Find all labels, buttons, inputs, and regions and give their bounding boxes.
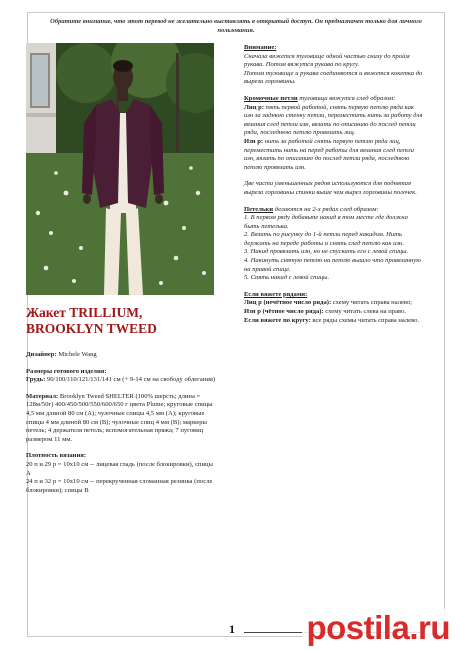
gauge-heading: Плотность вязания: <box>26 452 87 460</box>
page-number: 1 <box>229 622 235 636</box>
designer-value: Michele Wang <box>58 351 97 358</box>
rows-heading: Если вяжете рядами: <box>244 290 308 298</box>
gauge-line-1: 20 п и 29 р = 10х10 см -- лицевая гладь (после блокировки), спицы А <box>26 460 213 477</box>
model-photo <box>26 43 214 295</box>
rows-rs-text: схему читать справа налево; <box>331 299 413 307</box>
attention-p1: Сначала вяжется туловище одной частью снизу до пройм рукава. Потом вяжутся рукава по кругу. <box>244 52 410 69</box>
materials-block <box>26 393 216 445</box>
designer-label: Дизайнер: <box>26 351 57 358</box>
rows-ws-label: Изн р (чётное число ряда): <box>244 308 324 316</box>
buttonholes-heading-rest: делаются на 2-х рядах след образом: <box>273 205 379 213</box>
designer-line <box>26 351 216 360</box>
round-label: Если вяжете по кругу: <box>244 316 311 324</box>
attention-heading: Внимание: <box>244 44 277 51</box>
sizes-heading: Размеры готового изделия: <box>26 367 107 375</box>
buttonhole-step-2: 2. Вязать по рисунку до 1-й петли перед накидом. Нить держать на переде работы и снять след петлю как изн. <box>244 231 404 247</box>
right-column <box>244 44 424 333</box>
edge-rs-text: пять первой работой, снять первую петлю ряда как изн за заднюю стенку петли, переместить нить за работу для вязания след петли изн, вязать по описанию до послед петли ряда, последнюю петлю провязать лиц. <box>244 103 423 137</box>
rows-rs-label: Лиц р (нечётное число ряда): <box>244 299 332 307</box>
chart-reading-block <box>244 291 424 325</box>
buttonhole-step-4: 4. Накинуть снятую петлю на петлю вышло что провязанную на правой спице. <box>244 257 421 273</box>
left-column <box>26 351 216 503</box>
edge-block <box>244 95 424 172</box>
copyright-notice: Обратите внимание, что этот перевод не желательно выставлять в открытый доступ. Он предназначен только для личного пользования. <box>50 18 422 34</box>
gauge-block <box>26 452 216 495</box>
site-watermark: postila.ru <box>302 609 454 647</box>
edge-heading-rest: туловища вяжутся след образом: <box>297 94 396 102</box>
edge-ws-label: Изн р: <box>244 137 264 145</box>
buttonhole-step-5: 5. Снять накид с левой спицы. <box>244 274 330 282</box>
buttonhole-step-1: 1. В первом ряду добавьте накид в том месте где должна быть петелька. <box>244 214 408 230</box>
rows-ws-text: схему читать слева на право. <box>323 308 407 316</box>
buttonholes-block <box>244 206 424 283</box>
materials-text: Brooklyn Tweed SHELTER (100% шерсть; длина = 128м/50г) 400/450/500/550/600/650 г цвета Plume; круговые спицы 4,5 мм длиной 80 см (А); чулочные спицы 4,5 мм (А); круговые спицы 4 мм длиной 80 см (В); чулочные спиц 4 мм (В); маркеры петель; 4 держателя петель; вспомогательная пряжа; 7 пуговиц размером 11 мм. <box>26 392 213 443</box>
chest-value: 90/100/110/121/131/141 см (+ 9-14 см на свободу облегания) <box>46 376 216 384</box>
round-text: все ряды схемы читать справа налево. <box>310 316 420 324</box>
buttonhole-step-3: 3. Накид провязать изн, но не спускать его с левой спицы. <box>244 248 409 256</box>
decrease-note: Две части уменьшенных рядов используются для поднятия выреза горловины спинки выше чем вырез горловины полочек. <box>244 180 417 196</box>
edge-rs-label: Лиц р: <box>244 103 265 111</box>
materials-label: Материал: <box>26 392 59 400</box>
buttonholes-heading: Петельки <box>244 205 274 213</box>
pattern-title: Жакет TRILLIUM, BROOKLYN TWEED <box>26 305 157 336</box>
edge-ws-text: нить за работой снять первую петлю ряда лиц, переместить нить на перед работы для вязания след петли изн, вязать по описанию до послед петли ряда, последнюю петлю провязать изн. <box>244 137 414 171</box>
chest-label: Грудь: <box>26 376 46 384</box>
edge-heading: Кромочные петли <box>244 94 298 102</box>
model-photo-illustration <box>26 43 214 295</box>
attention-block <box>244 44 424 87</box>
gauge-line-2: 24 п и 32 р = 10х10 см -- перекрученная сломанная резинка (после блокировки); спицы В <box>26 478 213 494</box>
attention-p2: Потом туловище и рукава соединяются и вяжется кокетка до выреза горловины. <box>244 69 423 86</box>
sizes-block <box>26 368 216 385</box>
